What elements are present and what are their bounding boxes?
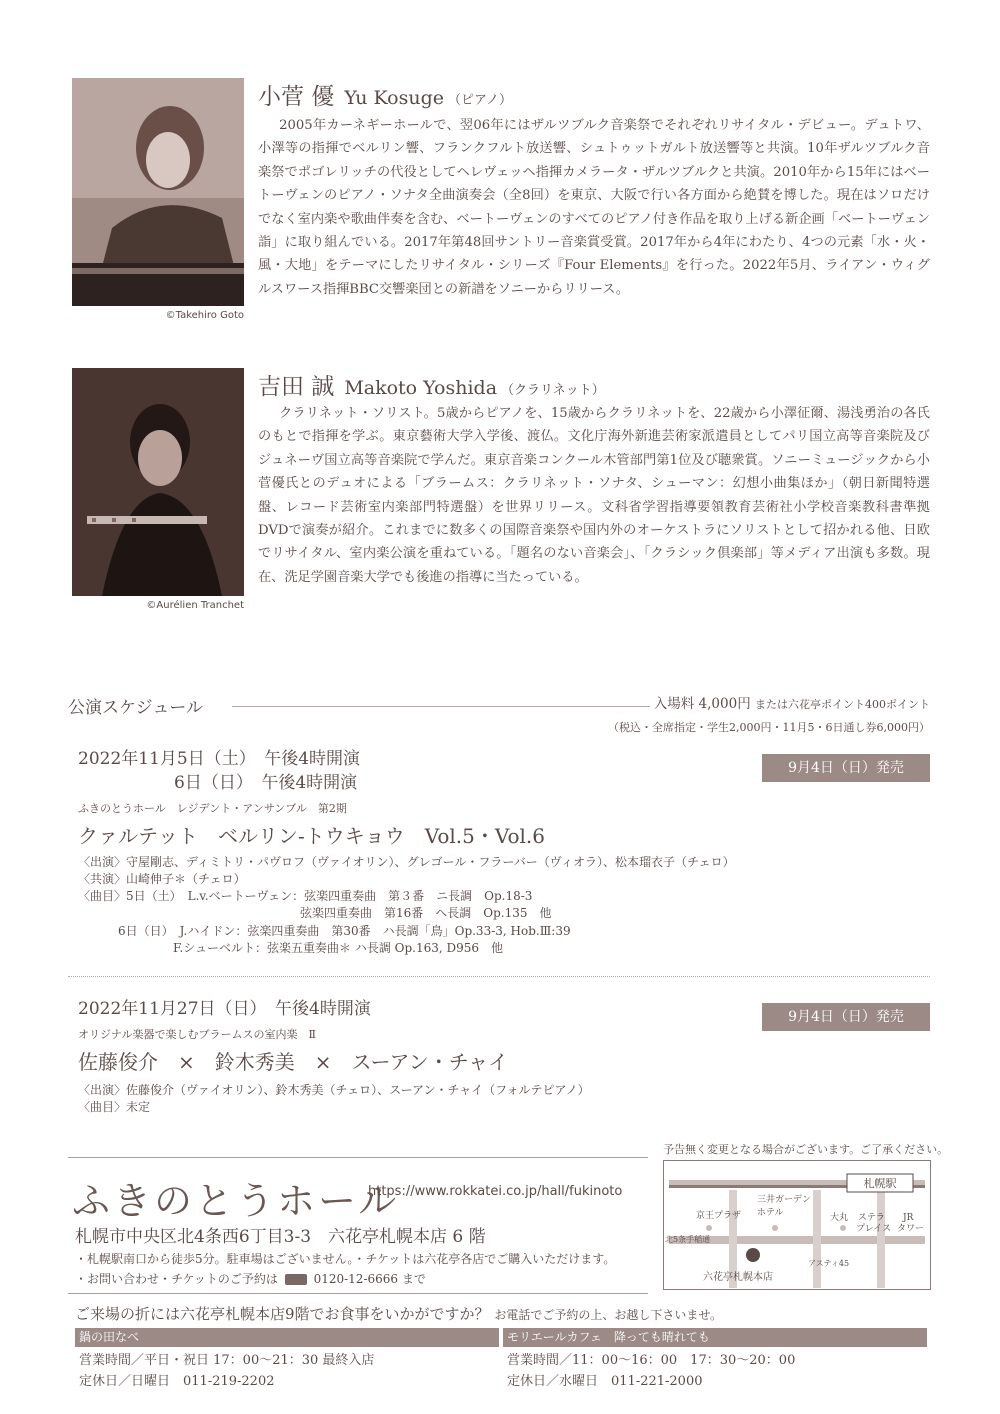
shop-info (79, 1350, 374, 1392)
performer-name-ja: 吉田 誠 (258, 374, 335, 400)
performer-role: （ピアノ） (448, 93, 512, 108)
concert-separator (68, 976, 930, 977)
concert-date: 6日（日） 午後4時開演 (174, 773, 358, 793)
shop-closed: 定休日／日曜日 011-219-2202 (79, 1374, 275, 1389)
sale-date-badge: 9月4日（日）発売 (762, 754, 930, 782)
concert-series: オリジナル楽器で楽しむブラームスの室内楽 Ⅱ (78, 1028, 316, 1041)
concert-date: 2022年11月27日（日） 午後4時開演 (78, 999, 371, 1019)
map-label: アスティ45 (808, 1259, 850, 1268)
map-label: 京王プラザ (696, 1211, 742, 1221)
shop-name-bar: 鍋の田なべ (75, 1328, 499, 1347)
hall-url-link[interactable]: https://www.rokkatei.co.jp/hall/fukinoto (368, 1184, 623, 1199)
shop-info (507, 1350, 795, 1392)
map-label: 六花亭札幌本店 (703, 1272, 773, 1283)
concert-detail: F.シューベルト：弦楽五重奏曲＊ ハ長調 Op.163, D956 他 (173, 941, 504, 955)
portrait-pianist-image (72, 78, 244, 306)
map-label: プレイス (856, 1224, 892, 1234)
performer-bio: 2005年カーネギーホールで、翌06年にはザルツブルク音楽祭でそれぞれリサイタル・デビュー。デュトワ、小澤等の指揮でベルリン響、フランクフルト放送響、シュトゥットガルト放送響等と共演。10年ザルツブルク音楽祭でポゴレリッチの代役としてヘレヴェッヘ指揮カメラータ・ザルツブルクと共演。2010年から15年にはベートーヴェンのピアノ・ソナタ全曲演奏会（全8回）を東京、大阪で行い各方面から絶賛を博した。現在はソロだけでなく室内楽や歌曲伴奏を含む、ベートーヴェンのすべてのピアノ付き作品を取り上げる新企画「ベートーヴェン詣」に取り組んでいる。2017年第48回サントリー音楽賞受賞。2017年から4年にわたり、4つの元素「水・火・風・大地」をテーマにしたリサイタル・シリーズ『Four Elements』を行った。2022年5月、ライアン・ウィグルスワース指揮BBC交響楽団との新譜をソニーからリリース。 (258, 118, 930, 297)
map-label: ステラ (858, 1213, 885, 1223)
dining-headline (75, 1303, 722, 1324)
contact-label: ・お問い合わせ・チケットのご予約は (75, 1272, 278, 1286)
map-label: ホテル (757, 1208, 784, 1218)
concert-detail: 6日（日） J.ハイドン：弦楽四重奏曲 第30番 ハ長調「鳥」Op.33-3, Hob.Ⅲ:39 (118, 924, 571, 938)
concert-series: ふきのとうホール レジデント・アンサンブル 第2期 (78, 802, 347, 815)
map-label: JR (903, 1213, 914, 1223)
price-points: または六花亭ポイント400ポイント (755, 698, 930, 711)
map-store-marker (746, 1248, 760, 1262)
price-label: 入場料 (653, 696, 695, 712)
sale-date-badge: 9月4日（日）発売 (762, 1003, 930, 1031)
access-map-image (663, 1160, 931, 1290)
concert-detail: 〈出演〉佐藤俊介（ヴァイオリン）、鈴木秀美（チェロ）、スーアン・チャイ（フォルテピアノ） (78, 1083, 590, 1097)
free-dial-icon (285, 1274, 307, 1285)
map-label: 三井ガーデン (757, 1195, 811, 1205)
hall-top-rule (68, 1157, 648, 1158)
performer-role: （クラリネット） (501, 383, 605, 398)
dining-headline-main: ご来場の折には六花亭札幌本店9階でお食事をいかがですか？ (75, 1305, 490, 1323)
concert-detail: 〈曲目〉5日（土） L.v.ベートーヴェン：弦楽四重奏曲 第３番 ニ長調 Op.18-3 (78, 889, 533, 903)
shop-hours: 営業時間／平日・祝日 17：00～21：30 最終入店 (79, 1353, 375, 1368)
ticket-price (654, 692, 930, 712)
photo-makoto-yoshida (72, 368, 244, 596)
performer-name-en: Yu Kosuge (344, 87, 444, 109)
concert-date: 2022年11月5日（土） 午後4時開演 (78, 749, 361, 769)
map-label: 大丸 (830, 1213, 849, 1223)
dining-headline-small: お電話でご予約の上、お越し下さいませ。 (494, 1308, 722, 1322)
performer-name-ja: 小菅 優 (258, 84, 335, 110)
price-note: （税込・全席指定・学生2,000円・11月5・6日通し券6,000円） (608, 721, 930, 734)
hall-bottom-rule (68, 1293, 648, 1294)
photo-yu-kosuge (72, 78, 244, 306)
concert-detail: 〈曲目〉未定 (78, 1100, 151, 1114)
schedule-title: 公演スケジュール (68, 698, 203, 718)
shop-name-bar: モリエールカフェ 降っても晴れても (503, 1328, 927, 1347)
concert-detail: 〈出演〉守屋剛志、ディミトリ・パヴロフ（ヴァイオリン）、グレゴール・フラーバー（ヴィオラ）、松本瑠衣子（チェロ） (78, 855, 735, 869)
photo-credit: ©Takehiro Goto (165, 310, 244, 321)
portrait-clarinetist-image (72, 368, 244, 596)
map-note: 予告無く変更となる場合がございます。ご了承ください。 (663, 1143, 949, 1156)
hall-address: 札幌市中央区北4条西6丁目3-3 六花亭札幌本店 6 階 (75, 1227, 486, 1247)
concert-title: 佐藤俊介 × 鈴木秀美 × スーアン・チャイ (78, 1050, 509, 1074)
concert-title: クァルテット ベルリン-トウキョウ Vol.5・Vol.6 (78, 824, 546, 848)
performer-bio: クラリネット・ソリスト。5歳からピアノを、15歳からクラリネットを、22歳から小澤征爾、湯浅勇治の各氏のもとで指揮を学ぶ。東京藝術大学入学後、渡仏。文化庁海外新進芸術家派遣員としてパリ国立高等音楽院及びジュネーヴ国立高等音楽院で学んだ。東京音楽コンクール木管部門第1位及び聴衆賞。ソニーミュージックから小菅優氏とのデュオによる「ブラームス：クラリネット・ソナタ、シューマン：幻想小曲集ほか」（朝日新聞特選盤、レコード芸術室内楽部門特選盤）を世界リリース。文科省学習指導要領教育芸術社小学校音楽教科書準拠DVDで演奏が紹介。これまでに数多くの国際音楽祭や国内外のオーケストラにソリストとして招かれる他、日欧でリサイタル、室内楽公演を重ねている。「題名のない音楽会」、「クラシック倶楽部」等メディア出演も多数。現在、洗足学園音楽大学でも後進の指導に当たっている。 (258, 406, 930, 585)
photo-credit: ©Aurélien Tranchet (146, 600, 244, 611)
price-value: 4,000円 (698, 696, 751, 712)
performer-name (258, 368, 605, 401)
hall-contact (75, 1270, 426, 1287)
map-label: 北5条手稲通 (665, 1235, 711, 1244)
performer-name-en: Makoto Yoshida (344, 377, 498, 399)
concert-detail: 〈共演〉山崎伸子＊（チェロ） (78, 872, 246, 886)
map-label: タワー (897, 1224, 925, 1234)
hall-logo: ふきのとうホール (72, 1179, 400, 1223)
access-map (663, 1160, 931, 1290)
performer-name (258, 78, 512, 111)
shop-closed: 定休日／水曜日 011-221-2000 (507, 1374, 703, 1389)
schedule-divider (232, 706, 650, 707)
concert-detail: 弦楽四重奏曲 第16番 ヘ長調 Op.135 他 (300, 906, 552, 920)
contact-phone[interactable]: 0120-12-6666 まで (313, 1272, 426, 1286)
map-station-label: 札幌駅 (863, 1177, 897, 1190)
hall-note: ・札幌駅南口から徒歩5分。駐車場はございません。・チケットは六花亭各店でご購入いただけます。 (75, 1252, 616, 1266)
shop-hours: 営業時間／11：00～16：00 17：30～20：00 (507, 1353, 796, 1368)
